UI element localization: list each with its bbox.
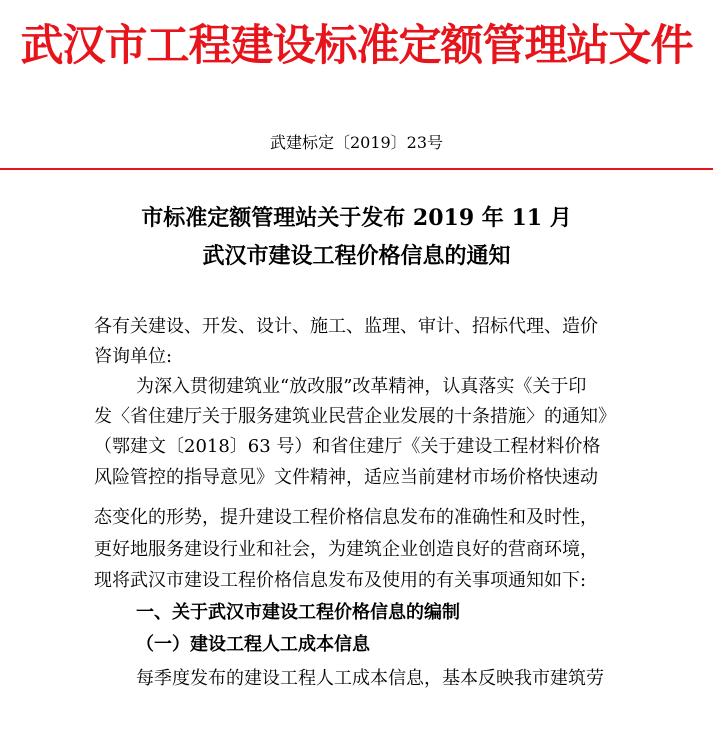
notice-title-line-2: 武汉市建设工程价格信息的通知 [202, 243, 511, 269]
paragraph-line: 为深入贯彻建筑业“放改服”改革精神，认真落实《关于印 [136, 376, 587, 397]
header-divider [0, 168, 713, 170]
section-heading: 一、关于武汉市建设工程价格信息的编制 [136, 602, 460, 623]
paragraph-line: 更好地服务建设行业和社会，为建筑企业创造良好的营商环境， [94, 539, 598, 560]
paragraph-line: 发〈省住建厅关于服务建筑业民营企业发展的十条措施〉的通知》 [94, 406, 616, 427]
masthead-title: 武汉市工程建设标准定额管理站文件 [20, 21, 693, 71]
paragraph-line: 态变化的形势，提升建设工程价格信息发布的准确性和及时性， [94, 507, 598, 528]
notice-title-line-1: 市标准定额管理站关于发布 2019 年 11 月 [141, 205, 572, 231]
paragraph-line: 每季度发布的建设工程人工成本信息，基本反映我市建筑劳 [136, 668, 604, 689]
subsection-heading: （一）建设工程人工成本信息 [136, 634, 370, 655]
document-number: 武建标定〔2019〕23号 [269, 133, 444, 152]
addressee-line-2: 咨询单位: [94, 346, 173, 367]
paragraph-line: 风险管控的指导意见》文件精神，适应当前建材市场价格快速动 [94, 467, 598, 488]
paragraph-line: 现将武汉市建设工程价格信息发布及使用的有关事项通知如下: [94, 570, 587, 591]
addressee-line-1: 各有关建设、开发、设计、施工、监理、审计、招标代理、造价 [94, 316, 598, 337]
paragraph-line: （鄂建文〔2018〕63 号）和省住建厅《关于建设工程材料价格 [94, 436, 601, 457]
